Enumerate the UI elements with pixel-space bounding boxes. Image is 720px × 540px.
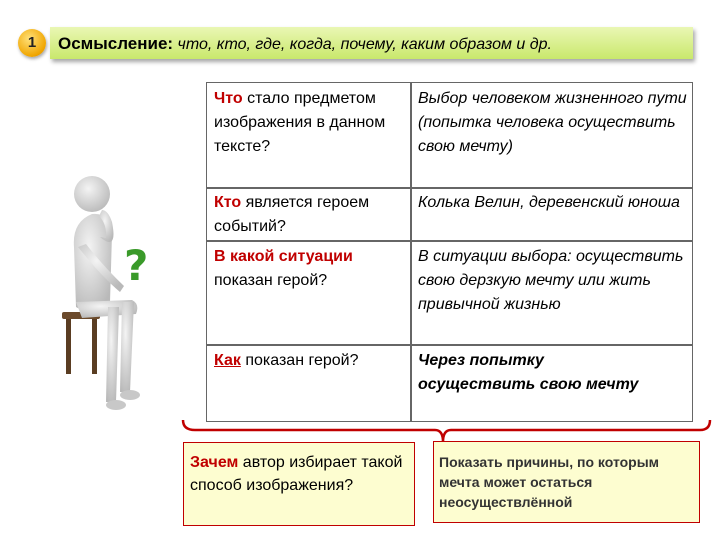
header-text <box>58 34 552 54</box>
answer-cell-1: Выбор человеком жизненного пути (попытка человека осуществить свою мечту) <box>418 90 687 155</box>
why-answer-text: Показать причины, по которым мечта может остаться неосуществлённой <box>439 454 660 510</box>
answer-cell-2: Колька Велин, деревенский юноша <box>418 194 680 211</box>
question-keyword-1: Что <box>214 90 243 107</box>
question-text-3: показан герой? <box>214 272 328 289</box>
header-bar <box>50 27 693 59</box>
question-mark: ? <box>124 241 149 290</box>
why-question-text <box>190 451 414 497</box>
question-text-1: стало предметом изображения в данном тексте? <box>214 90 386 155</box>
question-cell-2 <box>214 191 404 239</box>
header-title: Осмысление: <box>58 34 174 53</box>
question-text-4: показан герой? <box>240 352 359 369</box>
question-keyword-2: Кто <box>214 194 242 211</box>
question-cell-1 <box>214 87 404 159</box>
why-question-rest: автор избирает такой способ изображения? <box>190 454 403 494</box>
question-cell-4 <box>214 349 410 373</box>
header-subtitle: что, кто, где, когда, почему, каким образом и др. <box>173 36 552 53</box>
answer-cell-4: Через попытку осуществить свою мечту <box>418 352 639 393</box>
question-keyword-4: Как <box>214 352 241 369</box>
question-text-2: является героем событий? <box>214 194 370 235</box>
question-keyword-3: В какой ситуации <box>214 248 353 265</box>
why-question-box <box>183 442 415 526</box>
slide-number-badge: 1 <box>18 29 46 57</box>
why-answer-box <box>433 441 700 523</box>
answer-cell-3: В ситуации выбора: осуществить свою дерзкую мечту или жить привычной жизнью <box>418 248 684 313</box>
why-keyword: Зачем <box>190 454 239 471</box>
thinking-person-icon <box>52 152 162 422</box>
question-cell-3 <box>214 245 404 293</box>
